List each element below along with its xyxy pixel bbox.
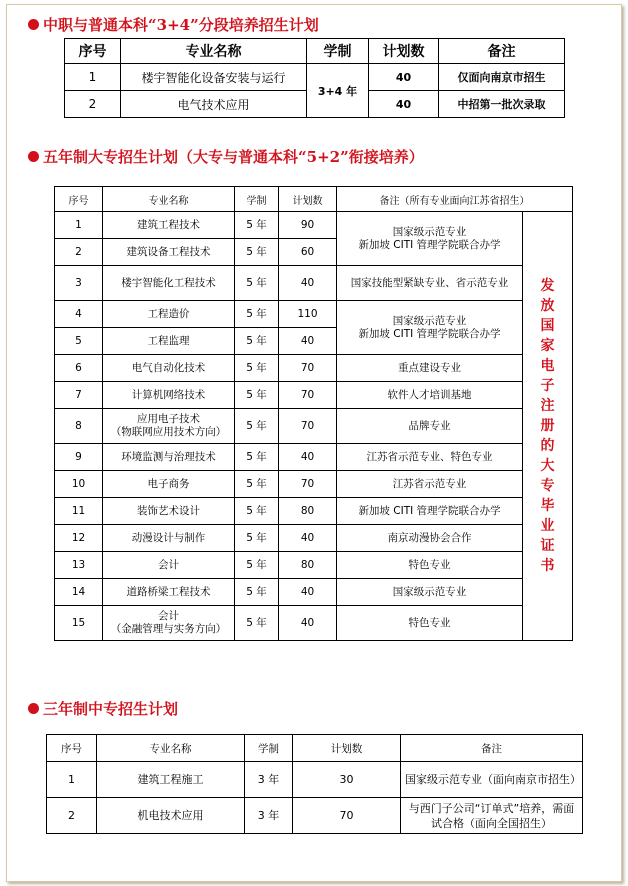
cell-name: 建筑工程施工 xyxy=(97,762,245,798)
cell-duration: 5 年 xyxy=(235,212,279,239)
cell-name: 装饰艺术设计 xyxy=(103,498,235,525)
cell-remark: 江苏省示范专业、特色专业 xyxy=(337,444,523,471)
cell-no: 1 xyxy=(65,64,121,91)
table-row xyxy=(55,212,573,239)
cell-remark: 品牌专业 xyxy=(337,409,523,444)
cell-duration: 5 年 xyxy=(235,552,279,579)
remark-line: 国家级示范专业 xyxy=(392,314,467,327)
table-row xyxy=(65,64,565,91)
cell-remark: 江苏省示范专业 xyxy=(337,471,523,498)
cell-duration: 5 年 xyxy=(235,498,279,525)
cell-duration: 5 年 xyxy=(235,239,279,266)
cell-duration: 5 年 xyxy=(235,409,279,444)
cell-no: 3 xyxy=(55,266,103,301)
cell-plan: 40 xyxy=(369,64,439,91)
table-row xyxy=(55,552,573,579)
cell-name: 计算机网络技术 xyxy=(103,382,235,409)
cell-duration: 5 年 xyxy=(235,382,279,409)
cell-name: 动漫设计与制作 xyxy=(103,525,235,552)
table-row xyxy=(55,301,573,328)
cell-name xyxy=(103,409,235,444)
table-row xyxy=(55,606,573,641)
cell-plan: 70 xyxy=(279,355,337,382)
cell-no: 1 xyxy=(47,762,97,798)
cell-plan: 40 xyxy=(369,91,439,118)
header-name: 专业名称 xyxy=(103,187,235,212)
cell-plan: 110 xyxy=(279,301,337,328)
remark-line: 新加坡 CITI 管理学院联合办学 xyxy=(358,238,501,251)
cell-plan: 40 xyxy=(279,579,337,606)
cell-remark: 南京动漫协会合作 xyxy=(337,525,523,552)
cell-plan: 40 xyxy=(279,444,337,471)
header-no: 序号 xyxy=(65,39,121,64)
cell-plan: 70 xyxy=(279,409,337,444)
cell-no: 11 xyxy=(55,498,103,525)
table-header-row xyxy=(65,39,565,64)
cell-plan: 70 xyxy=(279,471,337,498)
cell-duration: 5 年 xyxy=(235,301,279,328)
table-row xyxy=(55,409,573,444)
header-plan: 计划数 xyxy=(279,187,337,212)
header-no: 序号 xyxy=(47,735,97,762)
cell-name: 电气技术应用 xyxy=(121,91,307,118)
cell-duration: 5 年 xyxy=(235,471,279,498)
cell-duration: 5 年 xyxy=(235,606,279,641)
cell-name: 建筑工程技术 xyxy=(103,212,235,239)
cell-plan: 40 xyxy=(279,328,337,355)
cell-no: 15 xyxy=(55,606,103,641)
section3-table xyxy=(46,734,583,834)
header-no: 序号 xyxy=(55,187,103,212)
cell-no: 10 xyxy=(55,471,103,498)
cell-no: 2 xyxy=(47,798,97,834)
section1-title: 中职与普通本科“3+4”分段培养招生计划 xyxy=(43,16,319,34)
cell-remark: 国家级示范专业 xyxy=(337,579,523,606)
section3-title: 三年制中专招生计划 xyxy=(43,700,179,718)
cell-name: 楼宇智能化设备安装与运行 xyxy=(121,64,307,91)
table-row xyxy=(47,762,583,798)
header-remark: 备注（所有专业面向江苏省招生） xyxy=(337,187,573,212)
cell-plan: 80 xyxy=(279,552,337,579)
cell-name: 楼宇智能化工程技术 xyxy=(103,266,235,301)
cell-name-line: （金融管理与实务方向） xyxy=(110,623,227,635)
cell-name: 机电技术应用 xyxy=(97,798,245,834)
cell-duration: 5 年 xyxy=(235,525,279,552)
cell-name: 道路桥梁工程技术 xyxy=(103,579,235,606)
table-row xyxy=(55,498,573,525)
header-plan: 计划数 xyxy=(293,735,401,762)
cell-duration: 5 年 xyxy=(235,328,279,355)
cell-remark: 软件人才培训基地 xyxy=(337,382,523,409)
cell-plan: 30 xyxy=(293,762,401,798)
cell-no: 2 xyxy=(55,239,103,266)
cell-remark: 特色专业 xyxy=(337,552,523,579)
cell-remark: 与西门子公司“订单式”培养，需面试合格（面向全国招生） xyxy=(401,798,583,834)
cell-plan: 70 xyxy=(293,798,401,834)
header-duration: 学制 xyxy=(235,187,279,212)
header-duration: 学制 xyxy=(245,735,293,762)
cell-plan: 40 xyxy=(279,266,337,301)
cell-no: 1 xyxy=(55,212,103,239)
cell-name: 工程造价 xyxy=(103,301,235,328)
cell-remark: 国家级示范专业（面向南京市招生） xyxy=(401,762,583,798)
table-header-row xyxy=(47,735,583,762)
remark-line: 新加坡 CITI 管理学院联合办学 xyxy=(358,327,501,340)
cell-duration: 3+4 年 xyxy=(307,64,369,118)
header-duration: 学制 xyxy=(307,39,369,64)
cell-no: 9 xyxy=(55,444,103,471)
cell-no: 4 xyxy=(55,301,103,328)
bullet-icon xyxy=(28,19,39,30)
bullet-icon xyxy=(28,151,39,162)
cell-remark: 中招第一批次录取 xyxy=(439,91,565,118)
cell-remark: 新加坡 CITI 管理学院联合办学 xyxy=(337,498,523,525)
cell-no: 5 xyxy=(55,328,103,355)
cell-name-line: （物联网应用技术方向） xyxy=(110,426,227,438)
table-row xyxy=(55,382,573,409)
cell-name: 环境监测与治理技术 xyxy=(103,444,235,471)
cell-plan: 80 xyxy=(279,498,337,525)
cell-no: 8 xyxy=(55,409,103,444)
cell-duration: 3 年 xyxy=(245,762,293,798)
cell-name xyxy=(103,606,235,641)
cell-no: 2 xyxy=(65,91,121,118)
table-row xyxy=(55,579,573,606)
header-name: 专业名称 xyxy=(121,39,307,64)
cell-plan: 40 xyxy=(279,606,337,641)
cell-remark-group xyxy=(337,212,523,266)
header-remark: 备注 xyxy=(401,735,583,762)
section2-title: 五年制大专招生计划（大专与普通本科“5+2”衔接培养） xyxy=(43,148,424,166)
cell-plan: 40 xyxy=(279,525,337,552)
cell-duration: 5 年 xyxy=(235,444,279,471)
section3-heading xyxy=(28,698,178,719)
cell-remark: 重点建设专业 xyxy=(337,355,523,382)
section2-table xyxy=(54,186,573,641)
header-remark: 备注 xyxy=(439,39,565,64)
cell-name: 会计 xyxy=(103,552,235,579)
section1-heading xyxy=(28,14,319,35)
cell-name: 电子商务 xyxy=(103,471,235,498)
cell-duration: 3 年 xyxy=(245,798,293,834)
cell-duration: 5 年 xyxy=(235,266,279,301)
cell-duration: 5 年 xyxy=(235,579,279,606)
cell-no: 7 xyxy=(55,382,103,409)
table-row xyxy=(55,525,573,552)
cell-name: 工程监理 xyxy=(103,328,235,355)
cell-remark: 国家技能型紧缺专业、省示范专业 xyxy=(337,266,523,301)
cell-plan: 60 xyxy=(279,239,337,266)
side-note: 发放国家电子注册的大专毕业证书 xyxy=(540,278,555,574)
table-row xyxy=(55,471,573,498)
cell-plan: 90 xyxy=(279,212,337,239)
cell-name-line: 应用电子技术 xyxy=(137,413,200,425)
section1-table xyxy=(64,38,565,118)
cell-remark-group xyxy=(337,301,523,355)
cell-name-line: 会计 xyxy=(158,610,179,622)
cell-plan: 70 xyxy=(279,382,337,409)
side-note-cell xyxy=(523,212,573,641)
cell-no: 6 xyxy=(55,355,103,382)
bullet-icon xyxy=(28,703,39,714)
table-row xyxy=(55,444,573,471)
cell-no: 14 xyxy=(55,579,103,606)
cell-no: 13 xyxy=(55,552,103,579)
cell-no: 12 xyxy=(55,525,103,552)
cell-remark: 特色专业 xyxy=(337,606,523,641)
cell-duration: 5 年 xyxy=(235,355,279,382)
header-plan: 计划数 xyxy=(369,39,439,64)
table-header-row xyxy=(55,187,573,212)
header-name: 专业名称 xyxy=(97,735,245,762)
cell-name: 电气自动化技术 xyxy=(103,355,235,382)
section2-heading xyxy=(28,146,424,167)
remark-line: 国家级示范专业 xyxy=(392,225,467,238)
table-row xyxy=(55,266,573,301)
cell-remark: 仅面向南京市招生 xyxy=(439,64,565,91)
cell-name: 建筑设备工程技术 xyxy=(103,239,235,266)
table-row xyxy=(47,798,583,834)
table-row xyxy=(55,355,573,382)
